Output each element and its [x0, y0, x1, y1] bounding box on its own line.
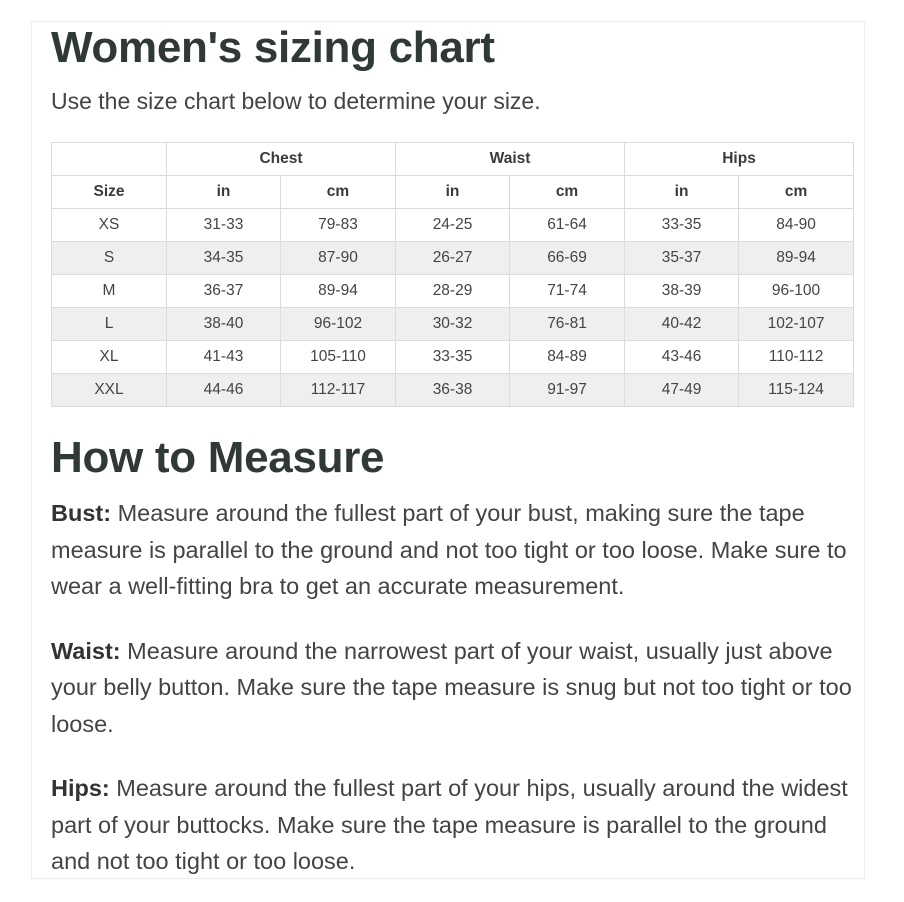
sizing-content	[51, 22, 861, 880]
table-cell: 61-64	[510, 209, 625, 242]
table-cell: 87-90	[281, 242, 396, 275]
table-cell: 28-29	[396, 275, 510, 308]
table-cell: 79-83	[281, 209, 396, 242]
table-cell: 33-35	[396, 341, 510, 374]
table-cell: 41-43	[167, 341, 281, 374]
table-cell: 96-102	[281, 308, 396, 341]
table-cell: 35-37	[625, 242, 739, 275]
unit-header-chest-cm: cm	[281, 176, 396, 209]
table-cell: 36-38	[396, 374, 510, 407]
table-cell: 112-117	[281, 374, 396, 407]
size-cell: S	[52, 242, 167, 275]
table-cell: 30-32	[396, 308, 510, 341]
unit-header-waist-in: in	[396, 176, 510, 209]
empty-corner-cell	[52, 143, 167, 176]
table-cell: 40-42	[625, 308, 739, 341]
group-header-chest: Chest	[167, 143, 396, 176]
table-cell: 89-94	[739, 242, 854, 275]
measure-heading: How to Measure	[51, 433, 385, 482]
waist-text: Measure around the narrowest part of your waist, usually just above your belly button. Make sure the tape measure is snug but not too tight or too loose.	[51, 637, 852, 737]
table-cell: 96-100	[739, 275, 854, 308]
table-cell: 105-110	[281, 341, 396, 374]
table-row	[52, 275, 854, 308]
table-cell: 115-124	[739, 374, 854, 407]
group-header-row	[52, 143, 854, 176]
size-cell: M	[52, 275, 167, 308]
bust-label: Bust:	[51, 500, 112, 526]
size-cell: XXL	[52, 374, 167, 407]
table-cell: 43-46	[625, 341, 739, 374]
bust-text: Measure around the fullest part of your bust, making sure the tape measure is parallel to the ground and not too tight or too loose. Make sure to wear a well-fitting bra to get an accurate measurement.	[51, 500, 847, 599]
unit-header-waist-cm: cm	[510, 176, 625, 209]
table-cell: 84-89	[510, 341, 625, 374]
table-cell: 91-97	[510, 374, 625, 407]
table-cell: 71-74	[510, 275, 625, 308]
table-cell: 33-35	[625, 209, 739, 242]
table-cell: 66-69	[510, 242, 625, 275]
size-column-header: Size	[52, 176, 167, 209]
size-cell: XL	[52, 341, 167, 374]
table-row	[52, 341, 854, 374]
bust-instructions	[51, 495, 861, 605]
unit-header-row	[52, 176, 854, 209]
group-header-hips: Hips	[625, 143, 854, 176]
table-cell: 26-27	[396, 242, 510, 275]
size-table	[51, 142, 854, 407]
table-cell: 24-25	[396, 209, 510, 242]
group-header-waist: Waist	[396, 143, 625, 176]
table-cell: 76-81	[510, 308, 625, 341]
page-subtitle: Use the size chart below to determine your size.	[51, 88, 541, 114]
table-row	[52, 374, 854, 407]
table-row	[52, 242, 854, 275]
size-cell: XS	[52, 209, 167, 242]
table-cell: 31-33	[167, 209, 281, 242]
table-cell: 34-35	[167, 242, 281, 275]
table-row	[52, 308, 854, 341]
table-cell: 110-112	[739, 341, 854, 374]
unit-header-hips-cm: cm	[739, 176, 854, 209]
table-cell: 44-46	[167, 374, 281, 407]
table-cell: 84-90	[739, 209, 854, 242]
hips-label: Hips:	[51, 775, 110, 801]
table-cell: 36-37	[167, 275, 281, 308]
hips-text: Measure around the fullest part of your hips, usually around the widest part of your buttocks. Make sure the tape measure is parallel to the ground and not too tight or too loose.	[51, 775, 848, 874]
table-cell: 38-40	[167, 308, 281, 341]
waist-instructions	[51, 633, 861, 743]
table-cell: 47-49	[625, 374, 739, 407]
table-cell: 102-107	[739, 308, 854, 341]
table-cell: 38-39	[625, 275, 739, 308]
size-cell: L	[52, 308, 167, 341]
table-row	[52, 209, 854, 242]
table-cell: 89-94	[281, 275, 396, 308]
waist-label: Waist:	[51, 637, 121, 664]
unit-header-chest-in: in	[167, 176, 281, 209]
unit-header-hips-in: in	[625, 176, 739, 209]
page-title: Women's sizing chart	[51, 23, 495, 72]
hips-instructions	[51, 770, 861, 880]
